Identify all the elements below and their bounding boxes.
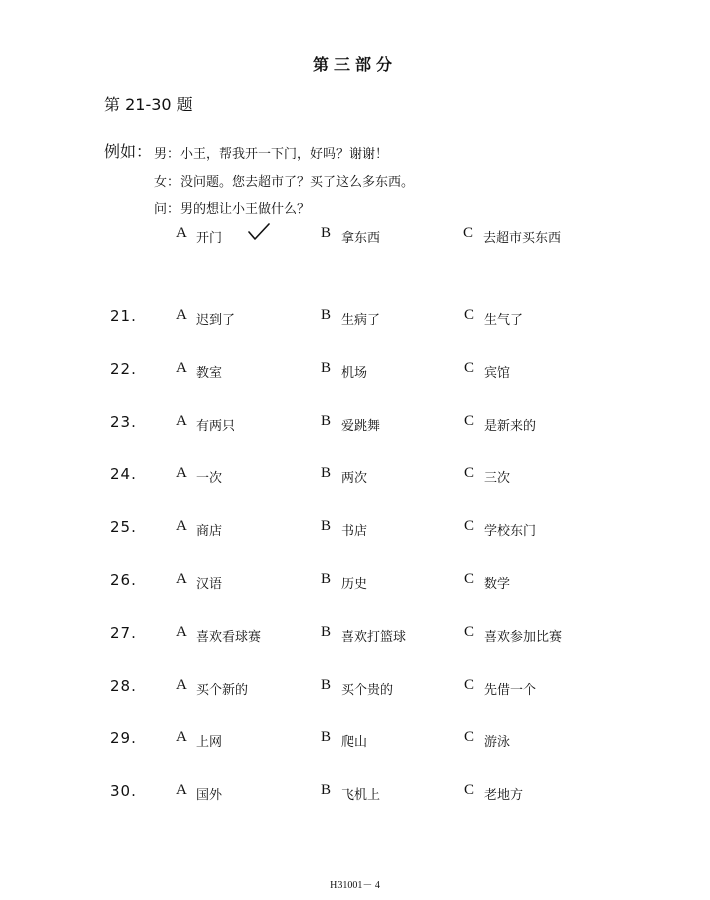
option-c-text: 是新来的 <box>484 419 537 434</box>
option-c-text: 喜欢参加比赛 <box>484 630 563 645</box>
option-b-letter: B <box>321 518 332 534</box>
question-row <box>0 677 710 701</box>
option-c-text: 生气了 <box>484 313 524 328</box>
option-b-text: 书店 <box>341 524 368 539</box>
example-option-b-letter: B <box>321 225 332 241</box>
option-c-text: 游泳 <box>484 735 511 750</box>
option-a-letter: A <box>176 307 187 323</box>
example-option-b-text: 拿东西 <box>341 231 381 246</box>
option-c-letter: C <box>464 624 475 640</box>
question-range: 第 21-30 题 <box>104 95 193 114</box>
option-b-text: 历史 <box>341 577 368 592</box>
example-option-a-letter: A <box>176 225 187 241</box>
option-c-letter: C <box>464 518 475 534</box>
question-number: 27. <box>110 624 137 642</box>
section-title: 第三部分 <box>312 55 397 74</box>
option-b-text: 飞机上 <box>341 788 381 803</box>
option-b-text: 喜欢打篮球 <box>341 630 407 645</box>
option-a-text: 喜欢看球赛 <box>196 630 262 645</box>
option-b-letter: B <box>321 360 332 376</box>
option-c-letter: C <box>464 729 475 745</box>
option-c-letter: C <box>464 360 475 376</box>
example-line-question: 问：男的想让小王做什么？ <box>154 202 311 217</box>
option-b-letter: B <box>321 465 332 481</box>
question-number: 21. <box>110 307 137 325</box>
option-c-letter: C <box>464 782 475 798</box>
option-b-letter: B <box>321 782 332 798</box>
question-number: 22. <box>110 360 137 378</box>
option-c-text: 宾馆 <box>484 366 511 381</box>
option-c-letter: C <box>464 465 475 481</box>
option-a-letter: A <box>176 518 187 534</box>
option-a-letter: A <box>176 360 187 376</box>
page-footer: H31001－ 4 <box>330 880 380 891</box>
question-number: 29. <box>110 729 137 747</box>
option-b-text: 两次 <box>341 471 368 486</box>
example-label: 例如： <box>104 142 153 161</box>
checkmark-icon <box>248 223 270 241</box>
option-b-text: 爱跳舞 <box>341 419 381 434</box>
option-b-letter: B <box>321 307 332 323</box>
question-number: 28. <box>110 677 137 695</box>
option-c-letter: C <box>464 413 475 429</box>
option-a-text: 迟到了 <box>196 313 236 328</box>
option-c-text: 老地方 <box>484 788 524 803</box>
option-a-letter: A <box>176 465 187 481</box>
option-b-text: 买个贵的 <box>341 683 394 698</box>
option-a-letter: A <box>176 413 187 429</box>
option-c-text: 数学 <box>484 577 511 592</box>
option-c-letter: C <box>464 307 475 323</box>
option-a-letter: A <box>176 571 187 587</box>
option-b-text: 爬山 <box>341 735 368 750</box>
question-row <box>0 360 710 384</box>
question-number: 25. <box>110 518 137 536</box>
example-option-c-letter: C <box>463 225 474 241</box>
option-a-text: 国外 <box>196 788 223 803</box>
option-a-text: 教室 <box>196 366 223 381</box>
question-number: 24. <box>110 465 137 483</box>
option-c-letter: C <box>464 571 475 587</box>
example-line-woman: 女：没问题。您去超市了？买了这么多东西。 <box>154 175 415 190</box>
option-a-letter: A <box>176 677 187 693</box>
question-row <box>0 413 710 437</box>
question-row <box>0 782 710 806</box>
option-c-text: 三次 <box>484 471 511 486</box>
option-c-text: 先借一个 <box>484 683 537 698</box>
option-b-letter: B <box>321 413 332 429</box>
question-row <box>0 624 710 648</box>
example-option-c-text: 去超市买东西 <box>483 231 562 246</box>
question-row <box>0 465 710 489</box>
question-row <box>0 518 710 542</box>
option-b-letter: B <box>321 677 332 693</box>
option-a-text: 买个新的 <box>196 683 249 698</box>
question-number: 26. <box>110 571 137 589</box>
question-row <box>0 307 710 331</box>
option-b-text: 生病了 <box>341 313 381 328</box>
question-number: 23. <box>110 413 137 431</box>
option-b-letter: B <box>321 729 332 745</box>
question-row <box>0 729 710 753</box>
option-c-text: 学校东门 <box>484 524 537 539</box>
example-option-a-text: 开门 <box>196 231 223 246</box>
option-a-text: 商店 <box>196 524 223 539</box>
option-a-letter: A <box>176 782 187 798</box>
option-a-text: 有两只 <box>196 419 236 434</box>
option-a-text: 一次 <box>196 471 223 486</box>
option-a-text: 汉语 <box>196 577 223 592</box>
option-b-letter: B <box>321 571 332 587</box>
question-row <box>0 571 710 595</box>
option-a-letter: A <box>176 729 187 745</box>
option-b-text: 机场 <box>341 366 368 381</box>
question-number: 30. <box>110 782 137 800</box>
option-c-letter: C <box>464 677 475 693</box>
option-b-letter: B <box>321 624 332 640</box>
option-a-letter: A <box>176 624 187 640</box>
option-a-text: 上网 <box>196 735 223 750</box>
example-line-man: 男：小王，帮我开一下门，好吗？谢谢！ <box>154 147 389 162</box>
